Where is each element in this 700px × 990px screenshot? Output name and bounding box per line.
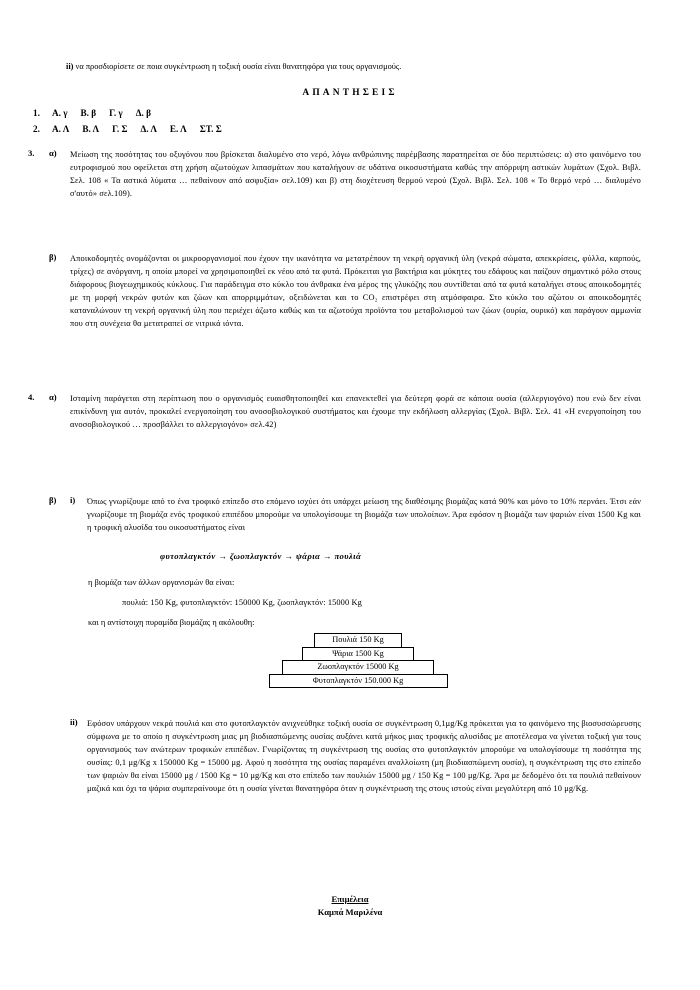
pyramid-row xyxy=(258,675,458,689)
intro-marker: ii) xyxy=(66,62,74,71)
answer-block-4a xyxy=(28,392,641,431)
document-footer xyxy=(0,893,700,920)
answer-pair: Δ. Λ xyxy=(140,124,157,134)
pyramid-row xyxy=(258,648,458,662)
block-sub-marker: α) xyxy=(49,148,57,158)
answer-pair: Α. γ xyxy=(52,108,68,118)
biomass-pyramid xyxy=(258,634,458,688)
short-answer-number: 2. xyxy=(33,124,40,134)
pyramid-row xyxy=(258,634,458,648)
answer-pair: Ε. Λ xyxy=(169,124,187,134)
block-sub-marker: β) xyxy=(49,495,57,505)
block-paragraph: Όπως γνωρίζουμε από το ένα τροφικό επίπεδο στο επόμενο ισχύει ότι υπάρχει μείωση της διαθέσιμης βιομάζας κατά 90% και μόνο το 10% περνάει. Έτσι εάν γνωρίζουμε τη βιομάζα ενός τροφικού επιπέδου μπορούμε να υπολογίσουμε τη βιομάζα των υπολοίπων. Άρα εφόσον η βιομάζα των ψαριών είναι 1500 Kg και η τροφική αλυσίδα του οικοσυστήματος είναι xyxy=(87,497,641,533)
block-roman-marker: ii) xyxy=(70,717,78,727)
food-chain-line: φυτοπλαγκτόν → ζωοπλαγκτόν → ψάρια → πουλιά xyxy=(160,551,362,561)
block-roman-marker: i) xyxy=(70,495,76,505)
block-number: 4. xyxy=(28,392,35,402)
short-answer-row-2 xyxy=(33,124,235,134)
short-answer-number: 1. xyxy=(33,108,40,118)
block-paragraph: Ισταμίνη παράγεται στη περίπτωση που ο οργανισμός ευαισθητοποιηθεί και επανεκτεθεί για δεύτερη φορά σε κάποια ουσία (αλλεργιογόνο) που ενώ δεν είναι επικίνδυνη για αυτόν, προκαλεί ενεργοποίηση του ανοσοβιολογικού συστήματος και έχουμε την εκδήλωση αλλεργίας (Σχολ. Βιβλ. Σελ. 41 «Η ενεργοποίηση του ανοσοβιολογικού … προσβάλλει το αλλεργιογόνο» σελ.42) xyxy=(70,394,641,430)
answers-heading: ΑΠΑΝΤΗΣΕΙΣ xyxy=(302,88,398,98)
block-sub-marker: β) xyxy=(49,252,57,262)
block-number: 3. xyxy=(28,148,35,158)
answer-block-4b-i xyxy=(28,495,641,534)
answer-pair: Γ. Σ xyxy=(112,124,128,134)
answer-pair: Δ. β xyxy=(135,108,151,118)
footer-name: Καμπά Μαριλένα xyxy=(317,907,383,918)
biomass-values-line: πουλιά: 150 Kg, φυτοπλαγκτόν: 150000 Kg, ζωοπλαγκτόν: 15000 Kg xyxy=(122,598,362,607)
answer-pair: ΣΤ. Σ xyxy=(199,124,222,134)
answer-block-3b xyxy=(28,252,641,330)
block-sub-marker: α) xyxy=(49,392,57,402)
biomass-intro-line: η βιομάζα των άλλων οργανισμών θα είναι: xyxy=(88,578,235,587)
pyramid-level-birds: Πουλιά 150 Kg xyxy=(314,633,402,648)
footer-role: Επιμέλεια xyxy=(331,894,369,904)
pyramid-row xyxy=(258,661,458,675)
answer-pair: Γ. γ xyxy=(109,108,123,118)
answer-pair: Α. Λ xyxy=(52,124,70,134)
pyramid-level-phytoplankton: Φυτοπλαγκτόν 150.000 Kg xyxy=(269,674,448,689)
pyramid-level-zooplankton: Ζωοπλαγκτόν 15000 Kg xyxy=(282,660,434,675)
short-answer-row-1 xyxy=(33,108,164,118)
block-paragraph: Αποικοδομητές ονομάζονται οι μικροοργανισμοί που έχουν την ικανότητα να μετατρέπουν τη νεκρή οργανική ύλη (νεκρά σώματα, απεκκρίσεις, φύλλα, καρπούς, τρίχες) σε ανόργανη, η οποία μπορεί να χρησιμοποιηθεί εκ νέου από τα φυτά. Πρόκειται για βακτήρια και μύκητες του εδάφους και παίζουν σημαντικό ρόλο στους διάφορους βιογεωχημικούς κύκλους. Για παράδειγμα στο κύκλο του άνθρακα ένα μέρος της γλυκόζης που συντίθεται από τα φυτά καταλήγει στους αποικοδομητές με τη μορφή νεκρών φυτών και ζώων και απορριμμάτων, οξειδώνεται και το CO₂ επιστρέφει στη ατμόσφαιρα. Στο κύκλο του αζώτου οι αποικοδομητές καταναλώνουν τη νεκρή οργανική ύλη που περιέχει άζωτο καθώς και τα αζωτούχα προϊόντα του μεταβολισμού των ζώων (ουρία, ουρικό) και παράγουν αμμωνία που στη συνέχεια θα μετατραπεί σε νιτρικά ιόντα. xyxy=(70,254,641,329)
intro-text: να προσδιορίσετε σε ποια συγκέντρωση η τοξική ουσία είναι θανατηφόρα για τους οργανισμούς. xyxy=(75,62,402,71)
pyramid-intro-line: και η αντίστοιχη πυραμίδα βιομάζας η ακόλουθη: xyxy=(88,618,255,627)
pyramid-level-fish: Ψάρια 1500 Kg xyxy=(302,647,414,662)
intro-question xyxy=(66,62,640,73)
block-paragraph: Εφόσον υπάρχουν νεκρά πουλιά και στο φυτοπλαγκτόν ανιχνεύθηκε τοξική ουσία σε συγκέντρωση 0,1μg/Kg πρόκειται για το φαινόμενο της βιοσυσσώρευσης σύμφωνα με το οποίο η συγκέντρωση μιας μη βιοδιασπώμενης ουσίας αυξάνει κατά μήκος μιας τροφικής αλυσίδας με αποτέλεσμα να γίνεται τοξική για τους οργανισμούς των ανώτερων τροφικών επιπέδων. Γνωρίζοντας τη συγκέντρωση της ουσίας στο φυτοπλαγκτόν μπορούμε να υπολογίσουμε τη ποσότητα της ουσίας: 0,1 μg/Kg x 150000 Kg = 15000 μg. Αφού η ποσότητα της ουσίας παραμένει αναλλοίωτη (μη βιοδιασπώμενη ουσία), η συγκέντρωση της στο επίπεδο των ψαριών θα είναι 15000 μg / 1500 Kg = 10 μg/Kg και στο επίπεδο των πουλιών 15000 μg / 150 Kg = 100 μg/Kg. Άρα με δεδομένο ότι τα πουλιά πεθαίνουν μαζικά και όχι τα ψάρια συμπεραίνουμε ότι η ουσία γίνεται θανατηφόρα όταν η συγκέντρωση της στους ιστούς είναι μεγαλύτερη από 10 μg/Kg. xyxy=(87,719,641,794)
answer-block-3a xyxy=(28,148,641,200)
answer-pair: Β. β xyxy=(80,108,97,118)
answer-block-4b-ii xyxy=(28,717,641,795)
answer-pair: Β. Λ xyxy=(82,124,100,134)
block-paragraph: Μείωση της ποσότητας του οξυγόνου που βρίσκεται διαλυμένο στο νερό, λόγω ανθρώπινης παρέμβασης παρατηρείται σε δύο περιπτώσεις: α) στο φαινόμενο του ευτροφισμού που οφείλεται στη χρήση αζωτούχων λιπασμάτων που καταλήγουν σε υδάτινα οικοσυστήματα καθώς την απόρριψη αστικών λυμάτων (Σχολ. Βιβλ. Σελ. 108 « Τα αστικά λύματα … πεθαίνουν από ασφυξία» σελ.109) και β) στη διοχέτευση θερμού νερού (Σχολ. Βιβλ. Σελ. 108 « Το θερμό νερό … διαλυμένο σ'αυτό» σελ.109). xyxy=(70,150,641,199)
